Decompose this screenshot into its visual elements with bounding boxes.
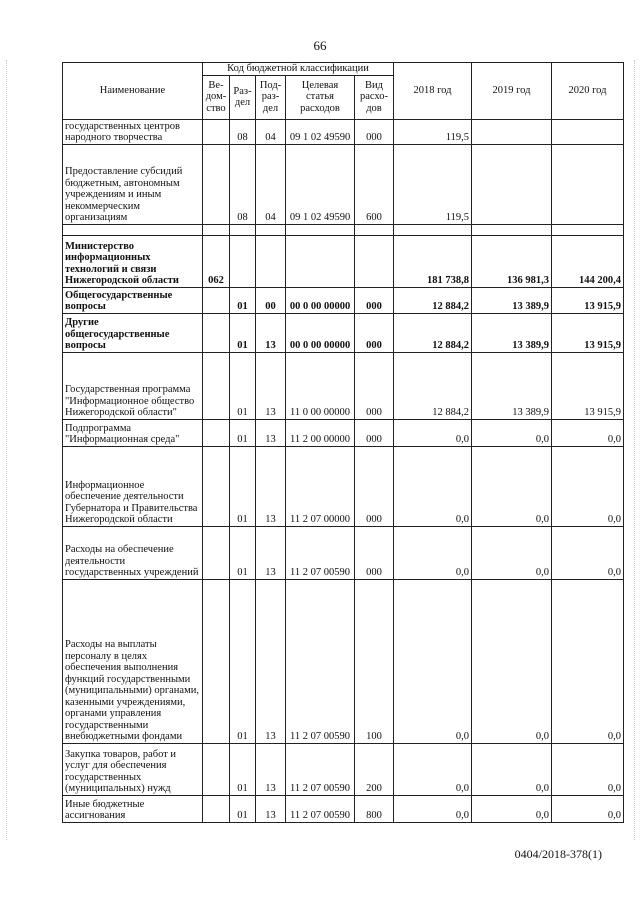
header-podrazdel: Под- раз- дел xyxy=(256,75,286,119)
row-vid xyxy=(355,235,394,287)
table-row xyxy=(63,419,624,446)
header-2019: 2019 год xyxy=(472,63,552,120)
row-2020: 0,0 xyxy=(552,795,624,822)
row-vid: 000 xyxy=(355,526,394,579)
table-row xyxy=(63,526,624,579)
row-target: 09 1 02 49590 xyxy=(286,119,355,144)
row-ved xyxy=(203,287,230,313)
row-2019: 13 389,9 xyxy=(472,287,552,313)
row-razdel: 01 xyxy=(230,287,256,313)
row-2018: 0,0 xyxy=(394,526,472,579)
row-2020 xyxy=(552,119,624,144)
row-target: 11 2 07 00590 xyxy=(286,579,355,743)
row-razdel: 01 xyxy=(230,579,256,743)
row-2018: 0,0 xyxy=(394,419,472,446)
table-row xyxy=(63,287,624,313)
row-2020: 13 915,9 xyxy=(552,313,624,352)
row-razdel: 01 xyxy=(230,526,256,579)
row-2018: 0,0 xyxy=(394,743,472,795)
row-name: Государственная программа "Информационное общество Нижегородской области" xyxy=(63,352,203,419)
document-code: 0404/2018-378(1) xyxy=(514,847,602,861)
scan-edge-right xyxy=(634,60,636,840)
table-row xyxy=(63,579,624,743)
row-2018: 12 884,2 xyxy=(394,352,472,419)
row-name: государственных центров народного творчества xyxy=(63,119,203,144)
row-podrazdel: 13 xyxy=(256,579,286,743)
row-2019: 13 389,9 xyxy=(472,352,552,419)
row-target: 11 2 07 00000 xyxy=(286,446,355,526)
header-razdel: Раз- дел xyxy=(230,75,256,119)
row-vid: 000 xyxy=(355,446,394,526)
row-target: 11 2 00 00000 xyxy=(286,419,355,446)
row-target: 11 0 00 00000 xyxy=(286,352,355,419)
row-podrazdel: 13 xyxy=(256,446,286,526)
row-podrazdel: 13 xyxy=(256,795,286,822)
row-podrazdel: 13 xyxy=(256,352,286,419)
header-2020: 2020 год xyxy=(552,63,624,120)
row-2019: 0,0 xyxy=(472,795,552,822)
row-2018: 0,0 xyxy=(394,579,472,743)
row-target: 09 1 02 49590 xyxy=(286,144,355,224)
row-2019: 0,0 xyxy=(472,743,552,795)
row-ved xyxy=(203,526,230,579)
row-2018: 12 884,2 xyxy=(394,287,472,313)
scan-edge-left xyxy=(6,60,8,840)
row-2020: 0,0 xyxy=(552,743,624,795)
table-row xyxy=(63,352,624,419)
row-2020: 0,0 xyxy=(552,579,624,743)
row-target: 11 2 07 00590 xyxy=(286,795,355,822)
row-2019: 0,0 xyxy=(472,526,552,579)
row-ved xyxy=(203,419,230,446)
row-razdel: 08 xyxy=(230,119,256,144)
row-razdel: 01 xyxy=(230,313,256,352)
row-2018: 0,0 xyxy=(394,446,472,526)
row-target xyxy=(286,235,355,287)
row-2020: 0,0 xyxy=(552,419,624,446)
row-razdel: 01 xyxy=(230,352,256,419)
row-2019: 136 981,3 xyxy=(472,235,552,287)
row-podrazdel: 04 xyxy=(256,119,286,144)
row-vid: 600 xyxy=(355,144,394,224)
row-vid: 000 xyxy=(355,352,394,419)
row-2020: 13 915,9 xyxy=(552,352,624,419)
row-2018: 181 738,8 xyxy=(394,235,472,287)
row-2018: 119,5 xyxy=(394,119,472,144)
row-razdel: 08 xyxy=(230,144,256,224)
row-target: 00 0 00 00000 xyxy=(286,313,355,352)
row-vid: 000 xyxy=(355,419,394,446)
spacer-row xyxy=(63,224,624,235)
row-name: Закупка товаров, работ и услуг для обеспечения государственных (муниципальных) нужд xyxy=(63,743,203,795)
table-row xyxy=(63,795,624,822)
table-row xyxy=(63,743,624,795)
row-razdel xyxy=(230,235,256,287)
row-vid: 000 xyxy=(355,287,394,313)
row-name: Расходы на выплаты персоналу в целях обеспечения выполнения функций государственными (муниципальными) органами, казенными учреждениями, органами управления государственными внебюджетными фондами xyxy=(63,579,203,743)
header-2018: 2018 год xyxy=(394,63,472,120)
row-2018: 0,0 xyxy=(394,795,472,822)
row-podrazdel: 13 xyxy=(256,313,286,352)
header-target-article: Целевая статья расходов xyxy=(286,75,355,119)
row-2020 xyxy=(552,144,624,224)
row-podrazdel: 13 xyxy=(256,419,286,446)
header-code-group: Код бюджетной классификации xyxy=(203,63,394,76)
row-2018: 12 884,2 xyxy=(394,313,472,352)
row-2019: 0,0 xyxy=(472,446,552,526)
table-row xyxy=(63,446,624,526)
row-name: Министерство информационных технологий и связи Нижегородской области xyxy=(63,235,203,287)
page-number: 66 xyxy=(313,38,327,53)
row-name: Информационное обеспечение деятельности Губернатора и Правительства Нижегородской области xyxy=(63,446,203,526)
row-target: 11 2 07 00590 xyxy=(286,526,355,579)
row-vid: 100 xyxy=(355,579,394,743)
row-podrazdel xyxy=(256,235,286,287)
row-name: Подпрограмма "Информационная среда" xyxy=(63,419,203,446)
row-razdel: 01 xyxy=(230,419,256,446)
row-ved xyxy=(203,313,230,352)
row-2018: 119,5 xyxy=(394,144,472,224)
header-name: Наименование xyxy=(63,63,203,120)
row-name: Другие общегосударственные вопросы xyxy=(63,313,203,352)
row-target: 00 0 00 00000 xyxy=(286,287,355,313)
row-2020: 13 915,9 xyxy=(552,287,624,313)
row-name: Предоставление субсидий бюджетным, автономным учреждениям и иным некоммерческим организациям xyxy=(63,144,203,224)
budget-table xyxy=(62,62,624,823)
row-name: Общегосударственные вопросы xyxy=(63,287,203,313)
row-ved: 062 xyxy=(203,235,230,287)
header-expense-type: Вид расхо- дов xyxy=(355,75,394,119)
row-2019 xyxy=(472,144,552,224)
table-row xyxy=(63,119,624,144)
row-podrazdel: 04 xyxy=(256,144,286,224)
row-razdel: 01 xyxy=(230,743,256,795)
row-name: Иные бюджетные ассигнования xyxy=(63,795,203,822)
row-podrazdel: 13 xyxy=(256,743,286,795)
header-vedomstvo: Ве- дом- ство xyxy=(203,75,230,119)
row-2019: 13 389,9 xyxy=(472,313,552,352)
row-2020: 0,0 xyxy=(552,446,624,526)
row-ved xyxy=(203,579,230,743)
row-2020: 144 200,4 xyxy=(552,235,624,287)
row-ved xyxy=(203,743,230,795)
row-vid: 200 xyxy=(355,743,394,795)
row-vid: 800 xyxy=(355,795,394,822)
row-2019: 0,0 xyxy=(472,579,552,743)
row-vid: 000 xyxy=(355,119,394,144)
table-row xyxy=(63,144,624,224)
row-razdel: 01 xyxy=(230,446,256,526)
table-row xyxy=(63,313,624,352)
row-ved xyxy=(203,119,230,144)
row-2019 xyxy=(472,119,552,144)
row-ved xyxy=(203,795,230,822)
row-podrazdel: 00 xyxy=(256,287,286,313)
row-vid: 000 xyxy=(355,313,394,352)
row-ved xyxy=(203,446,230,526)
table-row xyxy=(63,235,624,287)
row-ved xyxy=(203,144,230,224)
row-target: 11 2 07 00590 xyxy=(286,743,355,795)
row-podrazdel: 13 xyxy=(256,526,286,579)
row-razdel: 01 xyxy=(230,795,256,822)
row-2019: 0,0 xyxy=(472,419,552,446)
row-name: Расходы на обеспечение деятельности государственных учреждений xyxy=(63,526,203,579)
row-ved xyxy=(203,352,230,419)
row-2020: 0,0 xyxy=(552,526,624,579)
